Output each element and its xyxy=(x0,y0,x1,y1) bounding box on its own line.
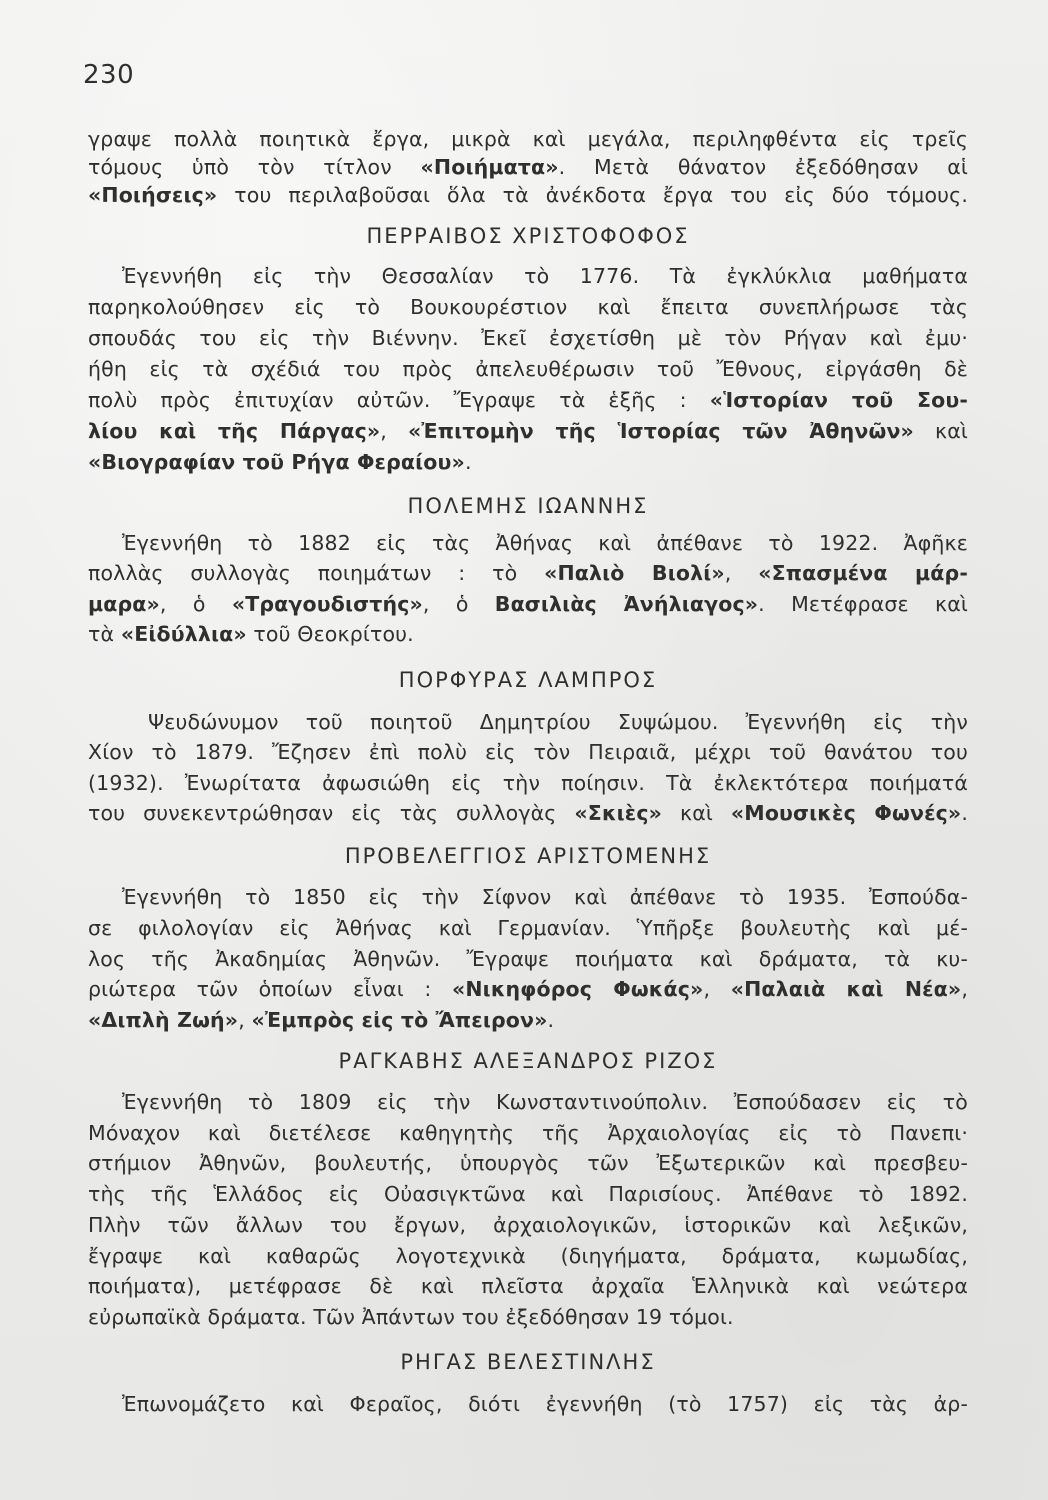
text-line xyxy=(88,1005,968,1036)
bold-work-title: «Βιογραφίαν τοῦ Ρήγα Φεραίου» xyxy=(88,450,465,474)
entry-1-text xyxy=(88,261,968,478)
text-run: , xyxy=(380,419,408,443)
text-run: (1932). Ἐνωρίτατα ἀφωσιώθη εἰς τὴν ποίησιν. Τὰ ἐκλεκτότερα ποιήματά xyxy=(88,770,968,795)
text-line xyxy=(88,354,968,385)
intro-text xyxy=(88,125,968,209)
bold-work-title: «Σπασμένα μάρ- xyxy=(758,561,968,586)
text-run: , ὁ xyxy=(422,591,495,616)
bold-work-title: «Ἱστορίαν τοῦ Σου- xyxy=(709,388,968,412)
text-line xyxy=(88,1271,968,1302)
text-run: ριώτερα τῶν ὁποίων εἶναι : xyxy=(88,977,452,1002)
text-run: Ἐγεννήθη εἰς τὴν Θεσσαλίαν τὸ 1776. Τὰ ἐγκλύκλια μαθήματα xyxy=(122,264,968,288)
text-run: Ἐπωνομάζετο καὶ Φεραῖος, διότι ἐγεννήθη (τὸ 1757) εἰς τὰς ἀρ- xyxy=(122,1392,968,1416)
text-run: πολλὰς συλλογὰς ποιημάτων : τὸ xyxy=(88,561,545,586)
text-line xyxy=(88,1241,968,1272)
text-line xyxy=(88,1210,968,1241)
bold-work-title: μαρα» xyxy=(88,591,160,616)
text-run: Ἐγεννήθη τὸ 1850 εἰς τὴν Σίφνον καὶ ἀπέθανε τὸ 1935. Ἐσπούδα- xyxy=(122,885,968,909)
text-line xyxy=(88,261,968,292)
text-run: . xyxy=(464,450,472,474)
text-line xyxy=(88,125,968,153)
bold-work-title: «Ποιήματα» xyxy=(420,155,559,179)
text-run: Ἐγεννήθη τὸ 1809 εἰς τὴν Κωνσταντινούπολιν. Ἐσπούδασεν εἰς τὸ xyxy=(122,1090,968,1114)
text-run: . Μετέφρασε καὶ xyxy=(758,591,968,616)
bold-work-title: Βασιλιὰς Ἀνήλιαγος» xyxy=(494,591,759,616)
entry-6-text xyxy=(88,1389,968,1420)
text-run: . xyxy=(547,1008,555,1033)
text-run: καὶ xyxy=(913,419,968,443)
text-run: , xyxy=(703,977,731,1002)
text-run: στήμιον Ἀθηνῶν, βουλευτής, ὑπουργὸς τῶν Ἐξωτερικῶν καὶ πρεσβευ- xyxy=(88,1151,968,1176)
bold-work-title: λίου καὶ τῆς Πάργας» xyxy=(88,419,381,443)
text-run: Ψευδώνυμον τοῦ ποιητοῦ Δημητρίου Συψώμου. Ἐγεννήθη εἰς τὴν xyxy=(148,710,968,734)
entry-3-text xyxy=(88,707,968,829)
text-run: τόμους ὑπὸ τὸν τίτλον xyxy=(88,155,421,179)
bold-work-title: «Ἐπιτομὴν τῆς Ἱστορίας τῶν Ἀθηνῶν» xyxy=(408,419,914,443)
text-line xyxy=(88,1302,968,1333)
bold-work-title: «Διπλὴ Ζωή» xyxy=(88,1008,239,1033)
text-line xyxy=(88,798,968,828)
entry-3-heading: ΠΟΡΦΥΡΑΣ ΛΑΜΠΡΟΣ xyxy=(398,668,658,692)
entry-4-heading: ΠΡΟΒΕΛΕΓΓΙΟΣ ΑΡΙΣΤΟΜΕΝΗΣ xyxy=(344,844,712,868)
text-run: παρηκολούθησεν εἰς τὸ Βουκουρέστιον καὶ ἔπειτα συνεπλήρωσε τὰς xyxy=(88,295,968,319)
text-run: Ἐγεννήθη τὸ 1882 εἰς τὰς Ἀθήνας καὶ ἀπέθανε τὸ 1922. Ἀφῆκε xyxy=(122,531,968,555)
text-line xyxy=(88,292,968,323)
text-line xyxy=(88,153,968,181)
text-run: του περιλαβοῦσαι ὅλα τὰ ἀνέκδοτα ἔργα του εἰς δύο τόμους. xyxy=(217,183,968,207)
text-run: πολὺ πρὸς ἐπιτυχίαν αὐτῶν. Ἔγραψε τὰ ἑξῆς : xyxy=(88,388,710,412)
text-line xyxy=(88,1087,968,1118)
text-run: τοῦ Θεοκρίτου. xyxy=(246,622,414,647)
text-run: , xyxy=(961,977,968,1002)
entry-4-text xyxy=(88,882,968,1036)
entry-2-heading: ΠΟΛΕΜΗΣ ΙΩΑΝΝΗΣ xyxy=(407,494,649,518)
text-run: του συνεκεντρώθησαν εἰς τὰς συλλογὰς xyxy=(88,801,575,826)
bold-work-title: «Ἐμπρὸς εἰς τὸ Ἄπειρον» xyxy=(251,1008,548,1033)
text-run: τὴς τῆς Ἑλλάδος εἰς Οὐασιγκτῶνα καὶ Παρισίους. Ἀπέθανε τὸ 1892. xyxy=(88,1182,968,1207)
text-line xyxy=(88,385,968,416)
text-line xyxy=(88,416,968,447)
text-line xyxy=(88,589,968,619)
bold-work-title: «Παλαιὰ καὶ Νέα» xyxy=(730,977,962,1002)
bold-work-title: «Τραγουδιστής» xyxy=(231,591,423,616)
text-run: , xyxy=(724,561,759,586)
bold-work-title: «Σκιὲς» xyxy=(574,801,663,826)
bold-work-title: «Μουσικὲς Φωνές» xyxy=(730,801,962,826)
text-line xyxy=(88,1118,968,1149)
bold-work-title: «Νικηφόρος Φωκάς» xyxy=(451,977,704,1002)
text-line xyxy=(88,619,968,649)
text-line xyxy=(88,913,968,944)
text-run: Πλὴν τῶν ἄλλων του ἔργων, ἀρχαιολογικῶν, ἱστορικῶν καὶ λεξικῶν, xyxy=(88,1212,968,1237)
text-run: . Μετὰ θάνατον ἐξεδόθησαν αἱ xyxy=(558,155,968,179)
text-run: Μόναχον καὶ διετέλεσε καθηγητὴς τῆς Ἀρχαιολογίας εἰς τὸ Πανεπι· xyxy=(88,1120,968,1145)
text-run: σπουδάς του εἰς τὴν Βιέννην. Ἐκεῖ ἐσχετίσθη μὲ τὸν Ρήγαν καὶ ἐμυ· xyxy=(88,326,968,350)
text-run: . xyxy=(961,801,968,826)
text-line xyxy=(88,528,968,558)
entry-5-text xyxy=(88,1087,968,1333)
entry-5-heading: ΡΑΓΚΑΒΗΣ ΑΛΕΞΑΝΔΡΟΣ ΡΙΖΟΣ xyxy=(338,1049,718,1073)
text-line xyxy=(88,882,968,913)
bold-work-title: «Παλιὸ Βιολί» xyxy=(544,561,725,586)
text-run: ποιήματα), μετέφρασε δὲ καὶ πλεῖστα ἀρχαῖα Ἑλληνικὰ καὶ νεώτερα xyxy=(88,1274,968,1299)
text-line xyxy=(88,1148,968,1179)
text-line xyxy=(88,447,968,478)
text-run: ήθη εἰς τὰ σχέδιά του πρὸς ἀπελευθέρωσιν τοῦ Ἔθνους, εἰργάσθη δὲ xyxy=(88,357,968,381)
bold-work-title: «Ποιήσεις» xyxy=(88,183,218,207)
text-run: εὐρωπαϊκὰ δράματα. Τῶν Ἀπάντων του ἐξεδόθησαν 19 τόμοι. xyxy=(88,1304,734,1329)
text-line xyxy=(88,1389,968,1420)
text-run: ἔγραψε καὶ καθαρῶς λογοτεχνικὰ (διηγήματα, δράματα, κωμωδίας, xyxy=(88,1243,968,1268)
text-run: , xyxy=(238,1008,252,1033)
text-run: καὶ xyxy=(662,801,731,826)
bold-work-title: «Εἰδύλλια» xyxy=(120,622,247,647)
text-run: τὰ xyxy=(88,622,121,647)
text-line xyxy=(88,323,968,354)
text-line xyxy=(88,974,968,1005)
text-run: , ὁ xyxy=(159,591,232,616)
text-run: γραψε πολλὰ ποιητικὰ ἔργα, μικρὰ καὶ μεγάλα, περιληφθέντα εἰς τρεῖς xyxy=(88,127,968,151)
text-line xyxy=(88,181,968,209)
text-line xyxy=(88,944,968,975)
text-line xyxy=(88,1179,968,1210)
text-line xyxy=(88,558,968,588)
text-line xyxy=(88,737,968,767)
entry-2-text xyxy=(88,528,968,650)
text-run: σε φιλολογίαν εἰς Ἀθήνας καὶ Γερμανίαν. Ὑπῆρξε βουλευτὴς καὶ μέ- xyxy=(88,915,968,940)
text-line xyxy=(88,707,968,737)
page-number: 230 xyxy=(83,60,135,90)
text-run: λος τῆς Ἀκαδημίας Ἀθηνῶν. Ἔγραψε ποιήματα καὶ δράματα, τὰ κυ- xyxy=(88,946,968,971)
text-line xyxy=(88,768,968,798)
entry-6-heading: ΡΗΓΑΣ ΒΕΛΕΣΤΙΝΛΗΣ xyxy=(400,1350,656,1374)
text-run: Χίον τὸ 1879. Ἔζησεν ἐπὶ πολὺ εἰς τὸν Πειραιᾶ, μέχρι τοῦ θανάτου του xyxy=(88,740,968,765)
entry-1-heading: ΠΕΡΡΑΙΒΟΣ ΧΡΙΣΤΟΦΟΦΟΣ xyxy=(366,224,690,248)
